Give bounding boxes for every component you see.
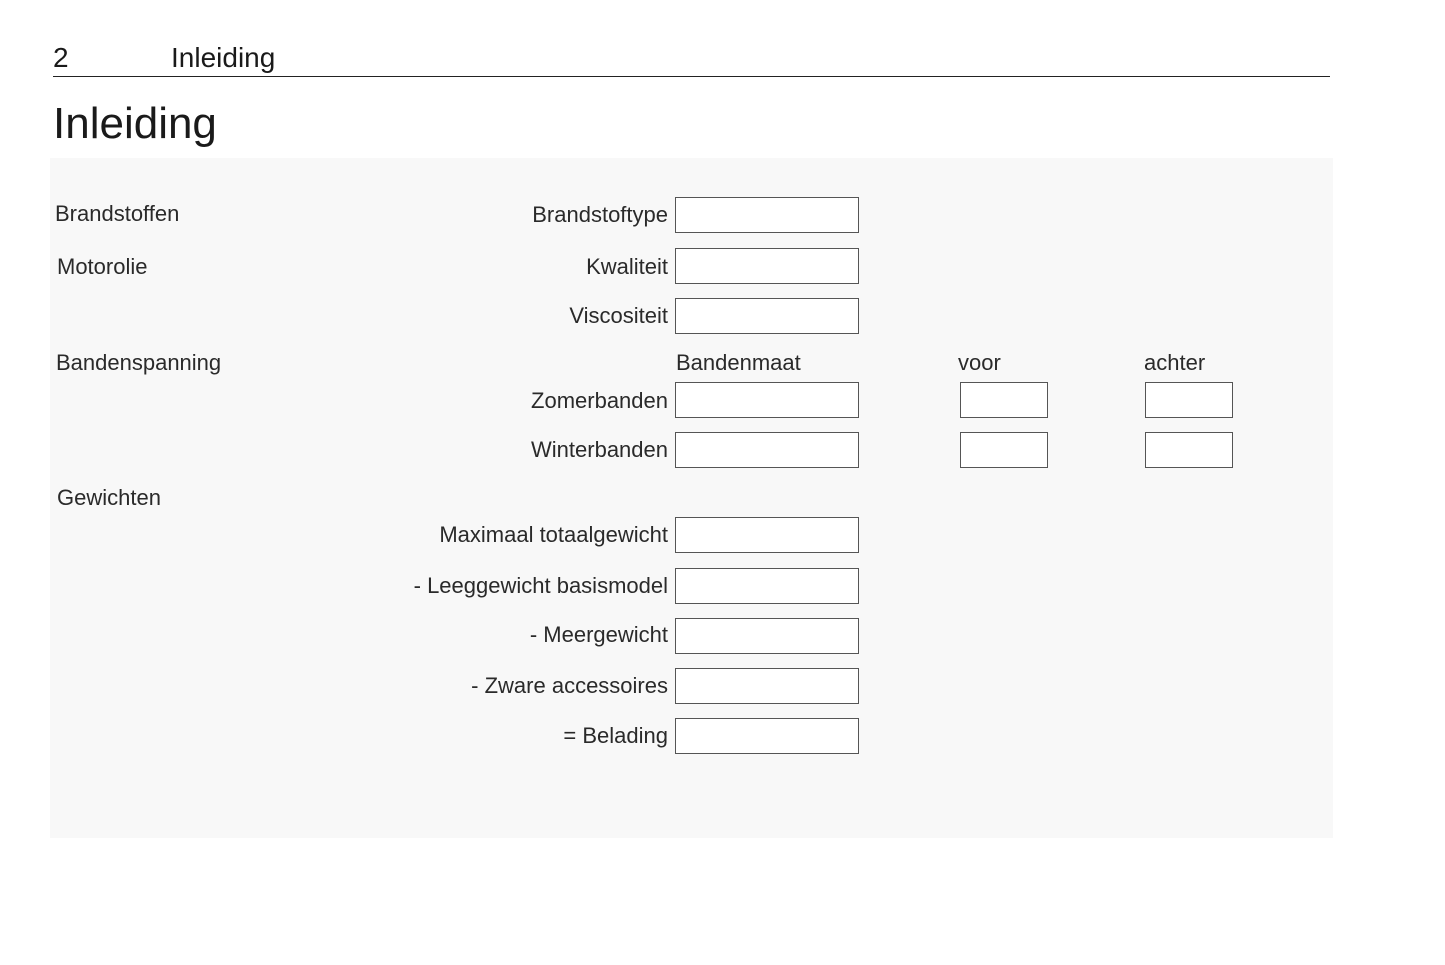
- label-heavy-accessories: - Zware accessoires: [471, 673, 668, 698]
- load-field[interactable]: [675, 718, 859, 754]
- section-engine-oil: Motorolie: [57, 254, 148, 279]
- page-title: Inleiding: [53, 99, 217, 148]
- label-summer-tyres: Zomerbanden: [531, 388, 668, 413]
- label-quality: Kwaliteit: [586, 254, 668, 279]
- section-tyre-pressure: Bandenspanning: [56, 350, 222, 375]
- column-header-front: voor: [958, 350, 1001, 375]
- quality-field[interactable]: [675, 248, 859, 284]
- label-load: = Belading: [563, 723, 668, 748]
- page-header: [53, 40, 1330, 77]
- viscosity-field[interactable]: [675, 298, 859, 334]
- section-fuel: Brandstoffen: [55, 201, 180, 226]
- page-number: 2: [53, 42, 69, 73]
- winter-tyre-size-field[interactable]: [675, 432, 859, 468]
- label-fuel-type: Brandstoftype: [532, 202, 668, 227]
- column-header-tyre-size: Bandenmaat: [676, 350, 801, 375]
- summer-tyre-size-field[interactable]: [675, 382, 859, 418]
- winter-rear-pressure-field[interactable]: [1145, 432, 1233, 468]
- column-header-rear: achter: [1144, 350, 1206, 375]
- heavy-accessories-field[interactable]: [675, 668, 859, 704]
- fuel-type-field[interactable]: [675, 197, 859, 233]
- extra-weight-field[interactable]: [675, 618, 859, 654]
- max-total-weight-field[interactable]: [675, 517, 859, 553]
- empty-weight-field[interactable]: [675, 568, 859, 604]
- label-empty-weight: - Leeggewicht basismodel: [413, 573, 668, 598]
- summer-rear-pressure-field[interactable]: [1145, 382, 1233, 418]
- summer-front-pressure-field[interactable]: [960, 382, 1048, 418]
- section-weights: Gewichten: [57, 485, 161, 510]
- label-viscosity: Viscositeit: [569, 303, 668, 328]
- winter-front-pressure-field[interactable]: [960, 432, 1048, 468]
- running-title: Inleiding: [171, 42, 276, 73]
- label-extra-weight: - Meergewicht: [529, 622, 668, 647]
- label-max-total-weight: Maximaal totaalgewicht: [439, 522, 668, 547]
- label-winter-tyres: Winterbanden: [531, 437, 668, 462]
